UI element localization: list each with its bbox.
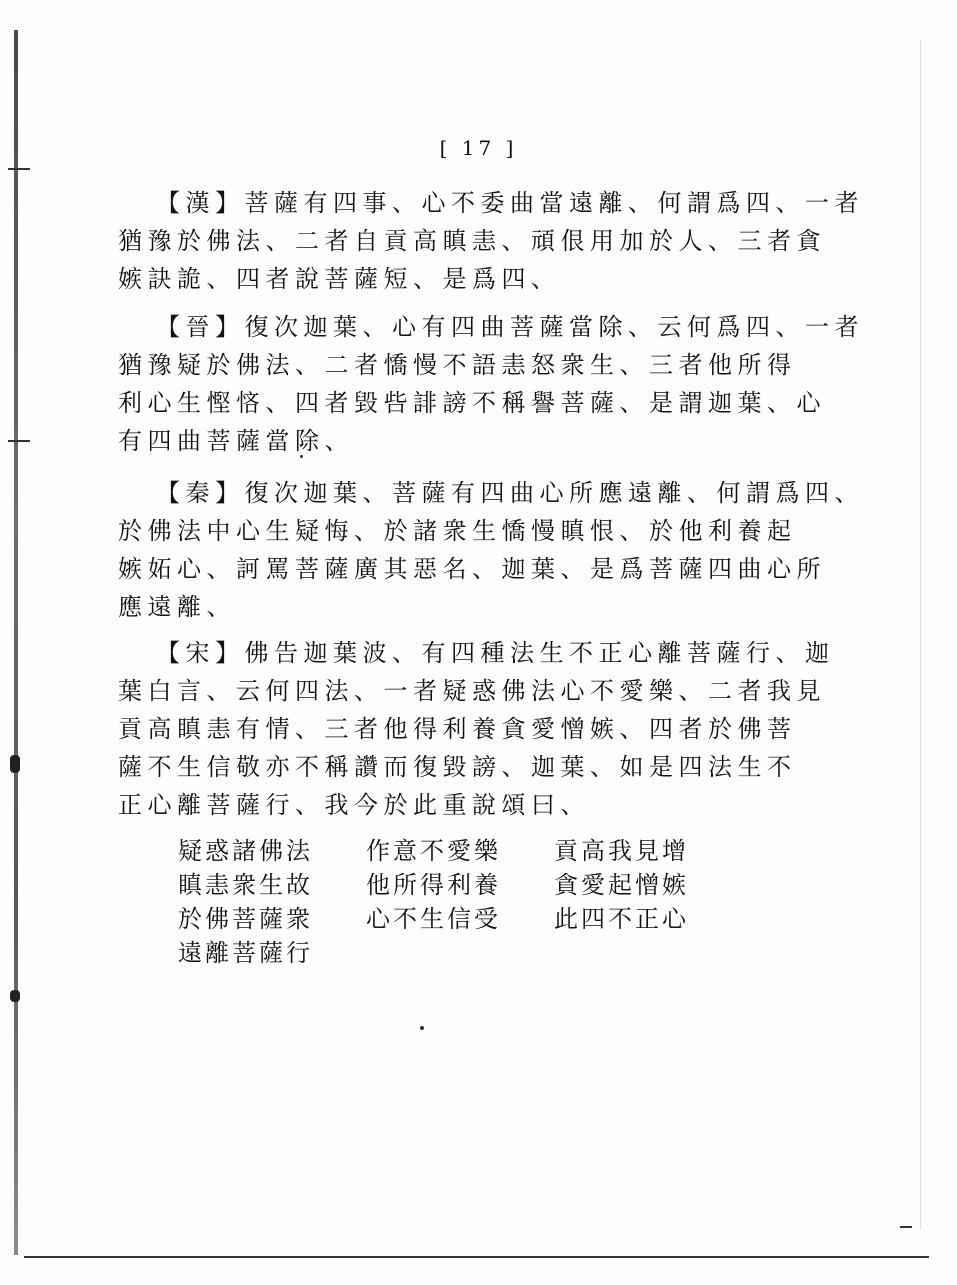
text-line: 薩不生信敬亦不稱讚而復毀謗、迦葉、如是四法生不 [118, 753, 797, 781]
verse-phrase: 瞋恚衆生故 [178, 871, 313, 899]
text-line: 嫉訣詭、四者說菩薩短、是爲四、 [118, 265, 561, 293]
text-line: 應遠離、 [118, 593, 236, 621]
text-line: 有四曲菩薩當除、 [118, 427, 354, 455]
right-page-edge [920, 40, 921, 1230]
verse-row [178, 902, 742, 936]
text-line: 猶豫疑於佛法、二者憍慢不語恚怒衆生、三者他所得 [118, 351, 797, 379]
text-line: 葉白言、云何四法、一者疑惑佛法心不愛樂、二者我見 [118, 677, 826, 705]
verse-row [178, 868, 742, 902]
text-line: 利心生慳悋、四者毀呰誹謗不稱譽菩薩、是謂迦葉、心 [118, 389, 826, 417]
ink-blot [10, 990, 20, 1002]
verse-block [178, 834, 742, 970]
ink-speck [420, 1026, 424, 1030]
section-qin [118, 474, 864, 626]
text-line: 於佛法中心生疑悔、於諸衆生憍慢瞋恨、於他利養起 [118, 517, 797, 545]
verse-phrase: 心不生信受 [366, 905, 501, 933]
verse-phrase: 貢高我見增 [554, 837, 689, 865]
verse-phrase: 他所得利養 [366, 871, 501, 899]
verse-row [178, 834, 742, 868]
section-han [118, 184, 864, 298]
text-line: 【晉】復次迦葉、心有四曲菩薩當除、云何爲四、一者 [156, 313, 864, 341]
text-line: 猶豫於佛法、二者自貢高瞋恚、頑佷用加於人、三者貪 [118, 227, 826, 255]
text-line: 貢高瞋恚有情、三者他得利養貪愛憎嫉、四者於佛菩 [118, 715, 797, 743]
page-number: [ 17 ] [439, 136, 518, 160]
verse-phrase: 遠離菩薩行 [178, 939, 313, 967]
section-jin [118, 308, 864, 460]
verse-row [178, 936, 742, 970]
verse-phrase: 此四不正心 [554, 905, 689, 933]
binding-tick-mark [8, 168, 30, 170]
bottom-rule [24, 1256, 929, 1258]
section-song [118, 634, 835, 824]
verse-phrase: 於佛菩薩衆 [178, 905, 313, 933]
verse-phrase: 貪愛起憎嫉 [554, 871, 689, 899]
verse-phrase: 疑惑諸佛法 [178, 837, 313, 865]
verse-phrase: 作意不愛樂 [366, 837, 501, 865]
text-line: 【宋】佛告迦葉波、有四種法生不正心離菩薩行、迦 [156, 639, 835, 667]
text-line: 正心離菩薩行、我今於此重說頌曰、 [118, 791, 590, 819]
text-line: 【漢】菩薩有四事、心不委曲當遠離、何謂爲四、一者 [156, 189, 864, 217]
binding-tick-mark [8, 440, 30, 442]
ink-blot [10, 755, 20, 773]
binding-edge [14, 30, 18, 1255]
corner-mark [900, 1226, 912, 1228]
text-line: 嫉妬心、訶罵菩薩廣其惡名、迦葉、是爲菩薩四曲心所 [118, 555, 826, 583]
text-line: 【秦】復次迦葉、菩薩有四曲心所應遠離、何謂爲四、 [156, 479, 864, 507]
